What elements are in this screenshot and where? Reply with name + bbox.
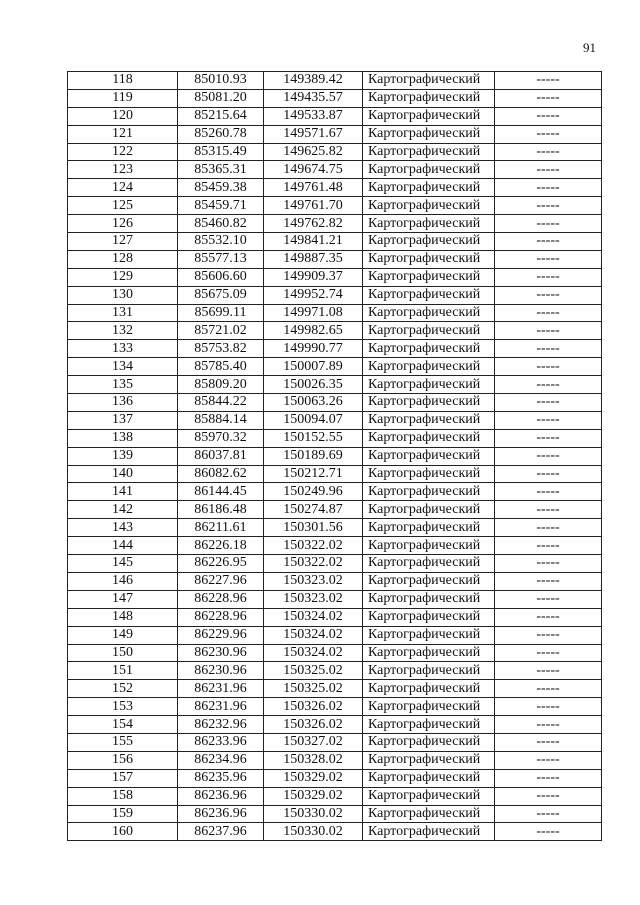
x-coordinate-cell: 85809.20 bbox=[178, 376, 264, 394]
x-coordinate-cell: 86211.61 bbox=[178, 519, 264, 537]
x-coordinate-cell: 85699.11 bbox=[178, 304, 264, 322]
y-coordinate-cell: 150189.69 bbox=[264, 447, 363, 465]
accuracy-cell: ----- bbox=[495, 823, 602, 841]
point-number-cell: 147 bbox=[68, 590, 178, 608]
x-coordinate-cell: 85606.60 bbox=[178, 268, 264, 286]
accuracy-cell: ----- bbox=[495, 197, 602, 215]
x-coordinate-cell: 86236.96 bbox=[178, 787, 264, 805]
x-coordinate-cell: 86226.95 bbox=[178, 555, 264, 573]
point-number-cell: 154 bbox=[68, 716, 178, 734]
accuracy-cell: ----- bbox=[495, 394, 602, 412]
table-row bbox=[68, 769, 602, 787]
y-coordinate-cell: 150330.02 bbox=[264, 805, 363, 823]
point-number-cell: 123 bbox=[68, 161, 178, 179]
y-coordinate-cell: 149909.37 bbox=[264, 268, 363, 286]
y-coordinate-cell: 150094.07 bbox=[264, 411, 363, 429]
table-row bbox=[68, 733, 602, 751]
accuracy-cell: ----- bbox=[495, 340, 602, 358]
table-row bbox=[68, 680, 602, 698]
x-coordinate-cell: 86233.96 bbox=[178, 733, 264, 751]
y-coordinate-cell: 149674.75 bbox=[264, 161, 363, 179]
table-row bbox=[68, 751, 602, 769]
method-cell: Картографический bbox=[363, 429, 495, 447]
point-number-cell: 158 bbox=[68, 787, 178, 805]
x-coordinate-cell: 85532.10 bbox=[178, 233, 264, 251]
method-cell: Картографический bbox=[363, 716, 495, 734]
x-coordinate-cell: 85844.22 bbox=[178, 394, 264, 412]
method-cell: Картографический bbox=[363, 733, 495, 751]
point-number-cell: 139 bbox=[68, 447, 178, 465]
point-number-cell: 126 bbox=[68, 215, 178, 233]
x-coordinate-cell: 86229.96 bbox=[178, 626, 264, 644]
accuracy-cell: ----- bbox=[495, 572, 602, 590]
method-cell: Картографический bbox=[363, 143, 495, 161]
table-row bbox=[68, 519, 602, 537]
y-coordinate-cell: 150063.26 bbox=[264, 394, 363, 412]
y-coordinate-cell: 150327.02 bbox=[264, 733, 363, 751]
x-coordinate-cell: 86227.96 bbox=[178, 572, 264, 590]
table-row bbox=[68, 250, 602, 268]
y-coordinate-cell: 149389.42 bbox=[264, 72, 363, 90]
table-row bbox=[68, 304, 602, 322]
accuracy-cell: ----- bbox=[495, 322, 602, 340]
method-cell: Картографический bbox=[363, 590, 495, 608]
table-row bbox=[68, 429, 602, 447]
x-coordinate-cell: 86228.96 bbox=[178, 590, 264, 608]
y-coordinate-cell: 150325.02 bbox=[264, 680, 363, 698]
accuracy-cell: ----- bbox=[495, 769, 602, 787]
point-number-cell: 148 bbox=[68, 608, 178, 626]
y-coordinate-cell: 150007.89 bbox=[264, 358, 363, 376]
accuracy-cell: ----- bbox=[495, 358, 602, 376]
point-number-cell: 124 bbox=[68, 179, 178, 197]
point-number-cell: 160 bbox=[68, 823, 178, 841]
method-cell: Картографический bbox=[363, 197, 495, 215]
x-coordinate-cell: 86037.81 bbox=[178, 447, 264, 465]
table-row bbox=[68, 716, 602, 734]
y-coordinate-cell: 149435.57 bbox=[264, 89, 363, 107]
y-coordinate-cell: 150329.02 bbox=[264, 769, 363, 787]
method-cell: Картографический bbox=[363, 465, 495, 483]
table-row bbox=[68, 268, 602, 286]
method-cell: Картографический bbox=[363, 769, 495, 787]
point-number-cell: 159 bbox=[68, 805, 178, 823]
y-coordinate-cell: 150323.02 bbox=[264, 572, 363, 590]
x-coordinate-cell: 85010.93 bbox=[178, 72, 264, 90]
y-coordinate-cell: 150212.71 bbox=[264, 465, 363, 483]
method-cell: Картографический bbox=[363, 519, 495, 537]
table-row bbox=[68, 805, 602, 823]
point-number-cell: 155 bbox=[68, 733, 178, 751]
accuracy-cell: ----- bbox=[495, 555, 602, 573]
table-row bbox=[68, 197, 602, 215]
method-cell: Картографический bbox=[363, 555, 495, 573]
method-cell: Картографический bbox=[363, 179, 495, 197]
table-row bbox=[68, 340, 602, 358]
x-coordinate-cell: 85081.20 bbox=[178, 89, 264, 107]
point-number-cell: 128 bbox=[68, 250, 178, 268]
accuracy-cell: ----- bbox=[495, 250, 602, 268]
accuracy-cell: ----- bbox=[495, 733, 602, 751]
accuracy-cell: ----- bbox=[495, 483, 602, 501]
x-coordinate-cell: 85970.32 bbox=[178, 429, 264, 447]
accuracy-cell: ----- bbox=[495, 751, 602, 769]
x-coordinate-cell: 86226.18 bbox=[178, 537, 264, 555]
method-cell: Картографический bbox=[363, 394, 495, 412]
y-coordinate-cell: 150152.55 bbox=[264, 429, 363, 447]
point-number-cell: 146 bbox=[68, 572, 178, 590]
table-row bbox=[68, 215, 602, 233]
table-row bbox=[68, 411, 602, 429]
table-row bbox=[68, 590, 602, 608]
table-row bbox=[68, 447, 602, 465]
accuracy-cell: ----- bbox=[495, 215, 602, 233]
x-coordinate-cell: 86228.96 bbox=[178, 608, 264, 626]
y-coordinate-cell: 149990.77 bbox=[264, 340, 363, 358]
method-cell: Картографический bbox=[363, 250, 495, 268]
method-cell: Картографический bbox=[363, 322, 495, 340]
point-number-cell: 134 bbox=[68, 358, 178, 376]
y-coordinate-cell: 149971.08 bbox=[264, 304, 363, 322]
method-cell: Картографический bbox=[363, 662, 495, 680]
y-coordinate-cell: 149887.35 bbox=[264, 250, 363, 268]
method-cell: Картографический bbox=[363, 107, 495, 125]
coordinates-table bbox=[67, 71, 602, 841]
point-number-cell: 142 bbox=[68, 501, 178, 519]
point-number-cell: 119 bbox=[68, 89, 178, 107]
y-coordinate-cell: 149982.65 bbox=[264, 322, 363, 340]
point-number-cell: 156 bbox=[68, 751, 178, 769]
table-row bbox=[68, 394, 602, 412]
y-coordinate-cell: 150326.02 bbox=[264, 716, 363, 734]
point-number-cell: 152 bbox=[68, 680, 178, 698]
method-cell: Картографический bbox=[363, 161, 495, 179]
x-coordinate-cell: 85215.64 bbox=[178, 107, 264, 125]
method-cell: Картографический bbox=[363, 340, 495, 358]
method-cell: Картографический bbox=[363, 644, 495, 662]
y-coordinate-cell: 150274.87 bbox=[264, 501, 363, 519]
accuracy-cell: ----- bbox=[495, 644, 602, 662]
accuracy-cell: ----- bbox=[495, 233, 602, 251]
accuracy-cell: ----- bbox=[495, 447, 602, 465]
table-row bbox=[68, 376, 602, 394]
point-number-cell: 138 bbox=[68, 429, 178, 447]
y-coordinate-cell: 150329.02 bbox=[264, 787, 363, 805]
table-row bbox=[68, 161, 602, 179]
table-row bbox=[68, 107, 602, 125]
table-row bbox=[68, 179, 602, 197]
x-coordinate-cell: 85365.31 bbox=[178, 161, 264, 179]
table-row bbox=[68, 483, 602, 501]
y-coordinate-cell: 149533.87 bbox=[264, 107, 363, 125]
accuracy-cell: ----- bbox=[495, 89, 602, 107]
accuracy-cell: ----- bbox=[495, 72, 602, 90]
table-row bbox=[68, 358, 602, 376]
accuracy-cell: ----- bbox=[495, 626, 602, 644]
y-coordinate-cell: 150322.02 bbox=[264, 537, 363, 555]
x-coordinate-cell: 86231.96 bbox=[178, 698, 264, 716]
y-coordinate-cell: 150324.02 bbox=[264, 608, 363, 626]
accuracy-cell: ----- bbox=[495, 107, 602, 125]
y-coordinate-cell: 149625.82 bbox=[264, 143, 363, 161]
method-cell: Картографический bbox=[363, 447, 495, 465]
x-coordinate-cell: 86144.45 bbox=[178, 483, 264, 501]
table-row bbox=[68, 286, 602, 304]
method-cell: Картографический bbox=[363, 572, 495, 590]
y-coordinate-cell: 150301.56 bbox=[264, 519, 363, 537]
x-coordinate-cell: 86234.96 bbox=[178, 751, 264, 769]
table-row bbox=[68, 662, 602, 680]
point-number-cell: 145 bbox=[68, 555, 178, 573]
y-coordinate-cell: 150249.96 bbox=[264, 483, 363, 501]
accuracy-cell: ----- bbox=[495, 662, 602, 680]
x-coordinate-cell: 85675.09 bbox=[178, 286, 264, 304]
accuracy-cell: ----- bbox=[495, 411, 602, 429]
point-number-cell: 150 bbox=[68, 644, 178, 662]
point-number-cell: 132 bbox=[68, 322, 178, 340]
x-coordinate-cell: 85315.49 bbox=[178, 143, 264, 161]
accuracy-cell: ----- bbox=[495, 590, 602, 608]
table-row bbox=[68, 143, 602, 161]
y-coordinate-cell: 150322.02 bbox=[264, 555, 363, 573]
method-cell: Картографический bbox=[363, 72, 495, 90]
y-coordinate-cell: 150324.02 bbox=[264, 626, 363, 644]
page-number: 91 bbox=[583, 40, 596, 55]
point-number-cell: 121 bbox=[68, 125, 178, 143]
y-coordinate-cell: 150325.02 bbox=[264, 662, 363, 680]
point-number-cell: 129 bbox=[68, 268, 178, 286]
point-number-cell: 120 bbox=[68, 107, 178, 125]
table-row bbox=[68, 465, 602, 483]
accuracy-cell: ----- bbox=[495, 161, 602, 179]
x-coordinate-cell: 85577.13 bbox=[178, 250, 264, 268]
method-cell: Картографический bbox=[363, 501, 495, 519]
method-cell: Картографический bbox=[363, 268, 495, 286]
point-number-cell: 131 bbox=[68, 304, 178, 322]
table-row bbox=[68, 501, 602, 519]
x-coordinate-cell: 85459.71 bbox=[178, 197, 264, 215]
y-coordinate-cell: 149761.48 bbox=[264, 179, 363, 197]
point-number-cell: 140 bbox=[68, 465, 178, 483]
accuracy-cell: ----- bbox=[495, 537, 602, 555]
accuracy-cell: ----- bbox=[495, 680, 602, 698]
accuracy-cell: ----- bbox=[495, 716, 602, 734]
coordinates-table-body bbox=[68, 72, 602, 841]
x-coordinate-cell: 85459.38 bbox=[178, 179, 264, 197]
table-row bbox=[68, 537, 602, 555]
table-row bbox=[68, 644, 602, 662]
x-coordinate-cell: 85884.14 bbox=[178, 411, 264, 429]
accuracy-cell: ----- bbox=[495, 805, 602, 823]
table-row bbox=[68, 787, 602, 805]
point-number-cell: 153 bbox=[68, 698, 178, 716]
y-coordinate-cell: 149571.67 bbox=[264, 125, 363, 143]
table-row bbox=[68, 89, 602, 107]
y-coordinate-cell: 149841.21 bbox=[264, 233, 363, 251]
point-number-cell: 127 bbox=[68, 233, 178, 251]
x-coordinate-cell: 85260.78 bbox=[178, 125, 264, 143]
point-number-cell: 137 bbox=[68, 411, 178, 429]
y-coordinate-cell: 149761.70 bbox=[264, 197, 363, 215]
method-cell: Картографический bbox=[363, 626, 495, 644]
method-cell: Картографический bbox=[363, 376, 495, 394]
method-cell: Картографический bbox=[363, 680, 495, 698]
method-cell: Картографический bbox=[363, 823, 495, 841]
method-cell: Картографический bbox=[363, 787, 495, 805]
method-cell: Картографический bbox=[363, 483, 495, 501]
x-coordinate-cell: 86230.96 bbox=[178, 662, 264, 680]
point-number-cell: 125 bbox=[68, 197, 178, 215]
method-cell: Картографический bbox=[363, 698, 495, 716]
point-number-cell: 133 bbox=[68, 340, 178, 358]
y-coordinate-cell: 150326.02 bbox=[264, 698, 363, 716]
method-cell: Картографический bbox=[363, 537, 495, 555]
accuracy-cell: ----- bbox=[495, 465, 602, 483]
y-coordinate-cell: 150328.02 bbox=[264, 751, 363, 769]
table-row bbox=[68, 322, 602, 340]
method-cell: Картографический bbox=[363, 125, 495, 143]
table-row bbox=[68, 555, 602, 573]
accuracy-cell: ----- bbox=[495, 608, 602, 626]
table-row bbox=[68, 823, 602, 841]
method-cell: Картографический bbox=[363, 215, 495, 233]
method-cell: Картографический bbox=[363, 805, 495, 823]
accuracy-cell: ----- bbox=[495, 519, 602, 537]
x-coordinate-cell: 85721.02 bbox=[178, 322, 264, 340]
y-coordinate-cell: 150330.02 bbox=[264, 823, 363, 841]
x-coordinate-cell: 86230.96 bbox=[178, 644, 264, 662]
y-coordinate-cell: 150026.35 bbox=[264, 376, 363, 394]
method-cell: Картографический bbox=[363, 608, 495, 626]
y-coordinate-cell: 150323.02 bbox=[264, 590, 363, 608]
accuracy-cell: ----- bbox=[495, 125, 602, 143]
table-row bbox=[68, 125, 602, 143]
x-coordinate-cell: 86231.96 bbox=[178, 680, 264, 698]
point-number-cell: 151 bbox=[68, 662, 178, 680]
accuracy-cell: ----- bbox=[495, 376, 602, 394]
table-row bbox=[68, 233, 602, 251]
accuracy-cell: ----- bbox=[495, 429, 602, 447]
method-cell: Картографический bbox=[363, 304, 495, 322]
x-coordinate-cell: 86236.96 bbox=[178, 805, 264, 823]
table-row bbox=[68, 626, 602, 644]
point-number-cell: 118 bbox=[68, 72, 178, 90]
table-row bbox=[68, 72, 602, 90]
point-number-cell: 130 bbox=[68, 286, 178, 304]
accuracy-cell: ----- bbox=[495, 698, 602, 716]
point-number-cell: 149 bbox=[68, 626, 178, 644]
accuracy-cell: ----- bbox=[495, 304, 602, 322]
point-number-cell: 141 bbox=[68, 483, 178, 501]
accuracy-cell: ----- bbox=[495, 143, 602, 161]
accuracy-cell: ----- bbox=[495, 286, 602, 304]
x-coordinate-cell: 86232.96 bbox=[178, 716, 264, 734]
method-cell: Картографический bbox=[363, 411, 495, 429]
point-number-cell: 136 bbox=[68, 394, 178, 412]
point-number-cell: 122 bbox=[68, 143, 178, 161]
x-coordinate-cell: 86235.96 bbox=[178, 769, 264, 787]
accuracy-cell: ----- bbox=[495, 501, 602, 519]
y-coordinate-cell: 150324.02 bbox=[264, 644, 363, 662]
y-coordinate-cell: 149952.74 bbox=[264, 286, 363, 304]
table-row bbox=[68, 698, 602, 716]
x-coordinate-cell: 86237.96 bbox=[178, 823, 264, 841]
x-coordinate-cell: 86082.62 bbox=[178, 465, 264, 483]
y-coordinate-cell: 149762.82 bbox=[264, 215, 363, 233]
table-row bbox=[68, 608, 602, 626]
x-coordinate-cell: 85460.82 bbox=[178, 215, 264, 233]
accuracy-cell: ----- bbox=[495, 268, 602, 286]
point-number-cell: 135 bbox=[68, 376, 178, 394]
accuracy-cell: ----- bbox=[495, 179, 602, 197]
method-cell: Картографический bbox=[363, 358, 495, 376]
point-number-cell: 143 bbox=[68, 519, 178, 537]
method-cell: Картографический bbox=[363, 286, 495, 304]
point-number-cell: 157 bbox=[68, 769, 178, 787]
point-number-cell: 144 bbox=[68, 537, 178, 555]
accuracy-cell: ----- bbox=[495, 787, 602, 805]
method-cell: Картографический bbox=[363, 751, 495, 769]
table-row bbox=[68, 572, 602, 590]
x-coordinate-cell: 85753.82 bbox=[178, 340, 264, 358]
x-coordinate-cell: 86186.48 bbox=[178, 501, 264, 519]
x-coordinate-cell: 85785.40 bbox=[178, 358, 264, 376]
method-cell: Картографический bbox=[363, 89, 495, 107]
method-cell: Картографический bbox=[363, 233, 495, 251]
